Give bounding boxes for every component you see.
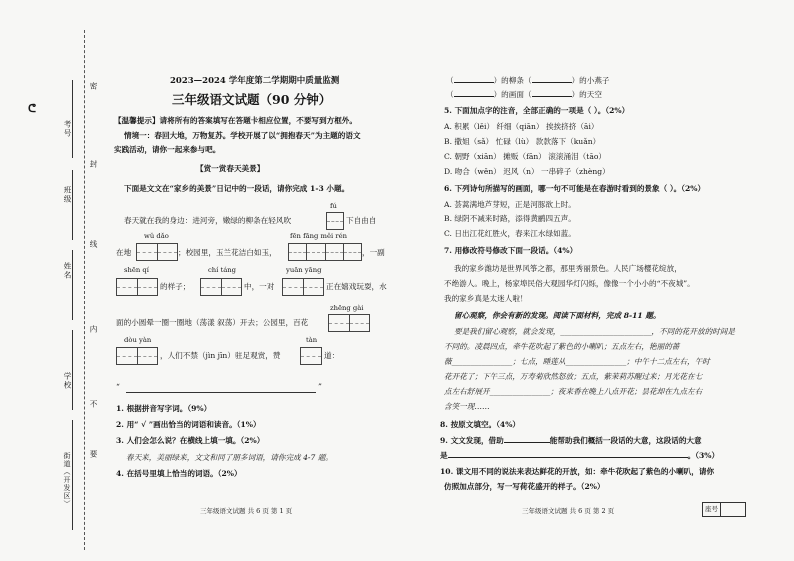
reading-line-4: 花开花了；下午三点，万寿菊欣然怒放；五点，紫茉莉苏醒过来；月光花在七: [444, 372, 703, 381]
pinyin-fu: fú: [330, 202, 337, 210]
question-9-cont: [440, 451, 719, 461]
xuexiao-line[interactable]: [72, 330, 73, 410]
q9-blank-1[interactable]: [504, 442, 550, 443]
footer-page-2: 三年级语文试题 共 6 页 第 2 页: [522, 507, 615, 515]
passage-line-2b: ；校园里，玉兰花洁白如玉，: [178, 248, 277, 257]
seal-char-nei: 内: [89, 325, 98, 334]
spring-intro: 春天来，美丽绿来，文文和同了朋多词语，请你完成 4-7 题。: [126, 453, 333, 462]
question-4: 4. 在括号里填上恰当的词语。（2%）: [116, 469, 242, 478]
question-10-cont: 仿照加点部分，写一写荷花盛开的样子。（2%）: [444, 482, 605, 491]
passage-line-1: 春天就在我的身边：进河旁，嫩绿的柳条在轻风吹: [124, 216, 292, 225]
question-6: 6. 下列诗句所描写的画面，哪一句不可能是在春游时看到的景象（ ）。（2%）: [444, 184, 706, 193]
pinyin-yuanyang: yuān yāng: [286, 266, 322, 274]
pinyin-grid-shenqi[interactable]: [116, 278, 158, 296]
passage-line-5b: 道：: [324, 351, 340, 360]
q5-option-b[interactable]: B. 撒姐（sǎ） 忙碌（lù） 款款落下（kuǎn）: [444, 137, 601, 146]
banji-label: 班级: [63, 186, 72, 204]
fill-2-mid: ）的画面（: [493, 90, 532, 99]
district-label: 街道（开发区）: [63, 452, 71, 508]
reading-line-5: 点左右舒展开________________；夜来香在晚上八点开花；昙花却在九点左右: [444, 387, 703, 396]
pinyin-wudao: wǔ dǎo: [144, 232, 169, 240]
reading-line-2: 不同的。凌晨四点，牵牛花吹起了紫色的小喇叭；五点左右，艳丽的蔷: [444, 342, 680, 351]
fill-1-open: （: [446, 76, 454, 85]
pinyin-tan: tàn: [306, 336, 318, 344]
pinyin-grid-chitang[interactable]: [200, 278, 242, 296]
question-1: 1. 根据拼音写字词。（9%）: [116, 404, 212, 413]
q9-part-c: 是: [440, 451, 448, 460]
section-title: 【赏一赏春天美景】: [196, 164, 265, 173]
q5-option-c[interactable]: C. 朝野（xiān） 摊贩（fān） 滚滚涌泪（tāo）: [444, 152, 607, 161]
pinyin-grid-tan[interactable]: [300, 347, 322, 365]
seat-number-label: 座号: [703, 503, 721, 516]
passage-line-2c: ，一副: [362, 248, 385, 257]
xuexiao-label: 学校: [63, 372, 72, 390]
q7-passage-2: 不绝游人。晚上，杨家埠民俗大观园华灯闪烁，像像一个小小的“不夜城”。: [444, 279, 695, 288]
margin-mark: ᕦ: [28, 102, 37, 115]
fill-blank-1[interactable]: [454, 82, 494, 83]
task-intro: 下面是文文在“家乡的美景”日记中的一段话，请你完成 1-3 小题。: [124, 184, 350, 193]
question-8: 8. 按原文填空。（4%）: [440, 420, 521, 429]
question-3: 3. 人们会怎么说？在横线上填一填。（2%）: [116, 436, 265, 445]
seal-char-mi: 密: [89, 82, 98, 91]
q9-part-b: 能帮助我们概括一段话的大意，这段话的大意: [549, 436, 702, 445]
pinyin-grid-zhenggai[interactable]: [328, 314, 370, 332]
reading-line-6: 含笑一现……: [444, 402, 490, 411]
fill-row-2: [446, 90, 602, 100]
q5-option-a[interactable]: A. 积累（lěi） 纤细（qiān） 挨挨挤挤（āi）: [444, 122, 599, 131]
kaohao-line[interactable]: [72, 80, 73, 158]
pinyin-chitang: chí táng: [208, 266, 237, 274]
pinyin-grid-yuanyang[interactable]: [282, 278, 324, 296]
banji-line[interactable]: [72, 170, 73, 240]
seal-char-yao: 要: [89, 450, 98, 459]
binding-dashed-line: [84, 30, 85, 550]
seat-number-box[interactable]: [702, 502, 746, 517]
passage-line-3c: 正在嬉戏玩耍，水: [326, 282, 387, 291]
quote-answer-line[interactable]: [126, 392, 316, 393]
passage-line-5a: ，人们不禁（jìn jīn）驻足观赏，赞: [160, 351, 281, 360]
seal-char-bu: 不: [89, 400, 98, 409]
fill-blank-3[interactable]: [454, 96, 494, 97]
passage-line-3a: 的样子；: [160, 282, 191, 291]
exam-title: 三年级语文试题（90 分钟）: [172, 92, 332, 107]
pinyin-grid-fenfang[interactable]: [288, 243, 362, 261]
fill-blank-4[interactable]: [532, 96, 572, 97]
question-2: 2. 用“ √ ”画出恰当的词语和读音。（1%）: [116, 420, 261, 429]
fill-1-end: ）的小燕子: [571, 76, 610, 85]
q9-blank-2[interactable]: [448, 457, 688, 458]
seal-char-feng: 封: [89, 160, 98, 169]
pinyin-zhenggai: zhēng gài: [330, 304, 364, 312]
passage-line-1b: 下自由自: [346, 216, 377, 225]
pinyin-grid-fu[interactable]: [326, 212, 344, 230]
quote-open: “: [116, 382, 120, 391]
passage-line-2a: 在地: [116, 248, 132, 257]
fill-1-mid: ）的柳条（: [493, 76, 532, 85]
q9-part-a: 9. 文文发现，借助: [440, 436, 504, 445]
question-7: 7. 用修改符号修改下面一段话。（4%）: [444, 246, 578, 255]
fill-2-open: （: [446, 90, 454, 99]
xingming-label: 姓名: [63, 262, 72, 280]
reading-task: 留心观察，你会有新的发现。阅读下面材料，完成 8-11 题。: [454, 311, 661, 320]
fill-2-end: ）的天空: [571, 90, 602, 99]
passage-line-4: 面的小圆晕一圈一圈地（荡漾 叙荡）开去；公园里，百花: [116, 318, 309, 327]
exam-header: 2023—2024 学年度第二学期期中质量监测: [170, 76, 340, 86]
q7-passage-1: 我的家乡潍坊是世界风筝之都，那里秀丽景色。人民广场樱花绽放，: [454, 264, 682, 273]
quote-close: ”: [318, 382, 322, 391]
pinyin-grid-wudao[interactable]: [136, 243, 178, 261]
q6-option-a[interactable]: A. 荟蒿满地芦芽短，正是河豚欲上时。: [444, 200, 576, 209]
passage-line-3b: 中，一对: [244, 282, 275, 291]
intro-line-2: 实践活动，请你一起来参与吧。: [114, 145, 221, 154]
xingming-line[interactable]: [72, 250, 73, 320]
reading-line-1: 要是我们留心观察，就会发现，________________________，不同的花开放的时间是: [454, 327, 735, 336]
kaohao-label: 考号: [63, 120, 72, 138]
q7-passage-3: 我的家乡真是太迷人啦！: [444, 294, 528, 303]
pinyin-grid-douyan[interactable]: [116, 347, 158, 365]
pinyin-shenqi: shēn qí: [124, 266, 149, 274]
question-9: [440, 436, 702, 446]
q5-option-d[interactable]: D. 吻合（wěn） 迟风（n） 一串碎子（zhèng）: [444, 167, 610, 176]
notice-text: 【温馨提示】请将所有的答案填写在答题卡相应位置，不要写到方框外。: [114, 116, 357, 125]
intro-line-1: 情境一：春回大地，万物复苏。学校开展了以“拥抱春天”为主题的语文: [124, 131, 361, 140]
q9-part-d: 。（3%）: [687, 451, 720, 460]
district-line[interactable]: [72, 420, 73, 530]
question-5: 5. 下面加点字的注音，全部正确的一项是（ ）。（2%）: [444, 106, 630, 115]
question-10: 10. 课文用不同的说法来表达鲜花的开放，如：牵牛花吹起了紫色的小喇叭，请你: [440, 467, 715, 476]
seal-char-xian: 线: [89, 240, 98, 249]
q6-option-c[interactable]: C. 日出江花红胜火，春来江水绿如蓝。: [444, 229, 576, 238]
fill-blank-2[interactable]: [532, 82, 572, 83]
pinyin-douyan: dòu yàn: [124, 336, 152, 344]
footer-page-1: 三年级语文试题 共 6 页 第 1 页: [200, 507, 293, 515]
fill-row-1: [446, 76, 610, 86]
reading-line-3: 薇________________；七点，睡莲从________________；中午十二点左右，午时: [444, 357, 710, 366]
q6-option-b[interactable]: B. 绿阴不减来时路，添得黄鹂四五声。: [444, 214, 576, 223]
pinyin-fenfang: fēn fāng měi rén: [290, 232, 347, 240]
